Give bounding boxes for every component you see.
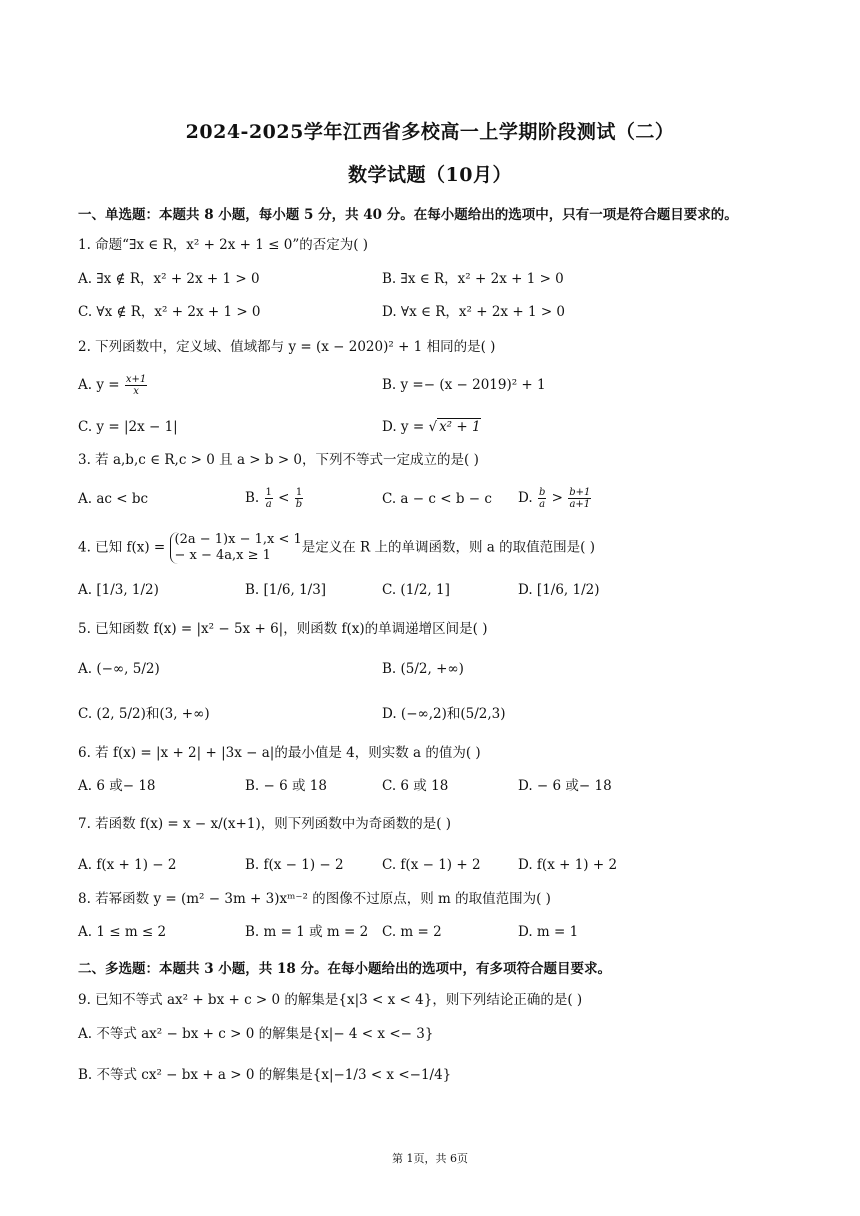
question-9: 9. 已知不等式 ax² + bx + c > 0 的解集是{x|3 < x < 4}，则下列结论正确的是( ) [78, 992, 583, 1008]
q4-case-2: − x − 4a,x ≥ 1 [174, 548, 271, 563]
q4-prefix: 4. 已知 f(x) = [78, 539, 170, 556]
q8-option-d: D. m = 1 [518, 924, 579, 940]
q8-option-a: A. 1 ≤ m ≤ 2 [78, 924, 167, 940]
page-footer: 第 1页，共 6页 [392, 1152, 468, 1165]
q3-option-b-label: B. [245, 490, 264, 506]
q4-case-1: (2a − 1)x − 1,x < 1 [174, 532, 302, 547]
q5-option-b: B. (5/2, +∞) [382, 661, 464, 677]
q4-option-c: C. (1/2, 1] [382, 582, 450, 598]
q2-option-b: B. y =− (x − 2019)² + 1 [382, 377, 546, 393]
q2-option-a [78, 374, 148, 397]
q5-option-a: A. (−∞, 5/2) [78, 661, 160, 677]
q3-option-b: B. $\frac{1}{a}$ < $\frac{1}{b}$ [245, 487, 303, 510]
q8-option-b: B. m = 1 或 m = 2 [245, 924, 369, 940]
question-4 [78, 532, 595, 564]
q6-option-d: D. − 6 或− 18 [518, 778, 612, 794]
question-1: 1. 命题“∃x ∈ R，x² + 2x + 1 ≤ 0”的否定为( ) [78, 237, 369, 253]
q1-option-b: B. ∃x ∈ R，x² + 2x + 1 > 0 [382, 271, 564, 287]
q7-option-b: B. f(x − 1) − 2 [245, 857, 344, 873]
q1-option-a: A. ∃x ∉ R，x² + 2x + 1 > 0 [78, 271, 260, 287]
q4-option-b: B. [1/6, 1/3] [245, 582, 327, 598]
q2-option-c: C. y = |2x − 1| [78, 419, 178, 435]
fraction: $\frac{x+1}{x}$ [125, 374, 147, 397]
question-2: 2. 下列函数中，定义域、值域都与 y = (x − 2020)² + 1 相同的是( ) [78, 339, 496, 355]
sqrt-icon: √ [428, 419, 438, 435]
piecewise-brace [170, 532, 302, 564]
q3-option-d: D. $\frac{b}{a}$ > $\frac{b+1}{a+1}$ [518, 487, 591, 510]
question-8: 8. 若幂函数 y = (m² − 3m + 3)xᵐ⁻² 的图像不过原点，则 m 的取值范围为( ) [78, 891, 551, 907]
section-multiple-choice-heading: 二、多选题：本题共 3 小题，共 18 分。在每小题给出的选项中，有多项符合题目要求。 [78, 961, 611, 977]
question-6: 6. 若 f(x) = |x + 2| + |3x − a|的最小值是 4，则实数 a 的值为( ) [78, 745, 481, 761]
q8-option-c: C. m = 2 [382, 924, 442, 940]
q9-option-a: A. 不等式 ax² − bx + c > 0 的解集是{x|− 4 < x <− 3} [78, 1026, 434, 1042]
q4-option-a: A. [1/3, 1/2) [78, 582, 159, 598]
question-7: 7. 若函数 f(x) = x − x/(x+1)，则下列函数中为奇函数的是( ) [78, 816, 452, 832]
q1-option-c: C. ∀x ∉ R，x² + 2x + 1 > 0 [78, 304, 261, 320]
q2-option-d-label: D. y = [382, 419, 429, 435]
q5-option-d: D. (−∞,2)和(5/2,3) [382, 706, 506, 722]
section-single-choice-heading: 一、单选题：本题共 8 小题，每小题 5 分，共 40 分。在每小题给出的选项中，只有一项是符合题目要求的。 [78, 207, 738, 223]
exam-subtitle: 数学试题（10月） [348, 164, 512, 186]
q7-option-c: C. f(x − 1) + 2 [382, 857, 481, 873]
q3-option-c: C. a − c < b − c [382, 491, 492, 507]
q5-option-c: C. (2, 5/2)和(3, +∞) [78, 706, 210, 722]
q3-option-a: A. ac < bc [78, 491, 149, 507]
q9-option-b: B. 不等式 cx² − bx + a > 0 的解集是{x|−1/3 < x <−1/4} [78, 1067, 452, 1083]
q7-option-d: D. f(x + 1) + 2 [518, 857, 618, 873]
q4-option-d: D. [1/6, 1/2) [518, 582, 600, 598]
q6-option-b: B. − 6 或 18 [245, 778, 327, 794]
q3-option-d-label: D. [518, 490, 537, 506]
q2-option-a-label: A. y = [78, 377, 124, 393]
q6-option-a: A. 6 或− 18 [78, 778, 156, 794]
q4-suffix: 是定义在 R 上的单调函数，则 a 的取值范围是( ) [301, 539, 595, 556]
radicand: x² + 1 [439, 419, 481, 435]
q7-option-a: A. f(x + 1) − 2 [78, 857, 177, 873]
q1-option-d: D. ∀x ∈ R，x² + 2x + 1 > 0 [382, 304, 566, 320]
question-3: 3. 若 a,b,c ∈ R,c > 0 且 a > b > 0，下列不等式一定成立的是( ) [78, 452, 479, 468]
question-5: 5. 已知函数 f(x) = |x² − 5x + 6|，则函数 f(x)的单调递增区间是( ) [78, 621, 488, 637]
q6-option-c: C. 6 或 18 [382, 778, 449, 794]
q2-option-d [382, 417, 481, 437]
exam-title: 2024-2025学年江西省多校高一上学期阶段测试（二） [185, 121, 675, 143]
